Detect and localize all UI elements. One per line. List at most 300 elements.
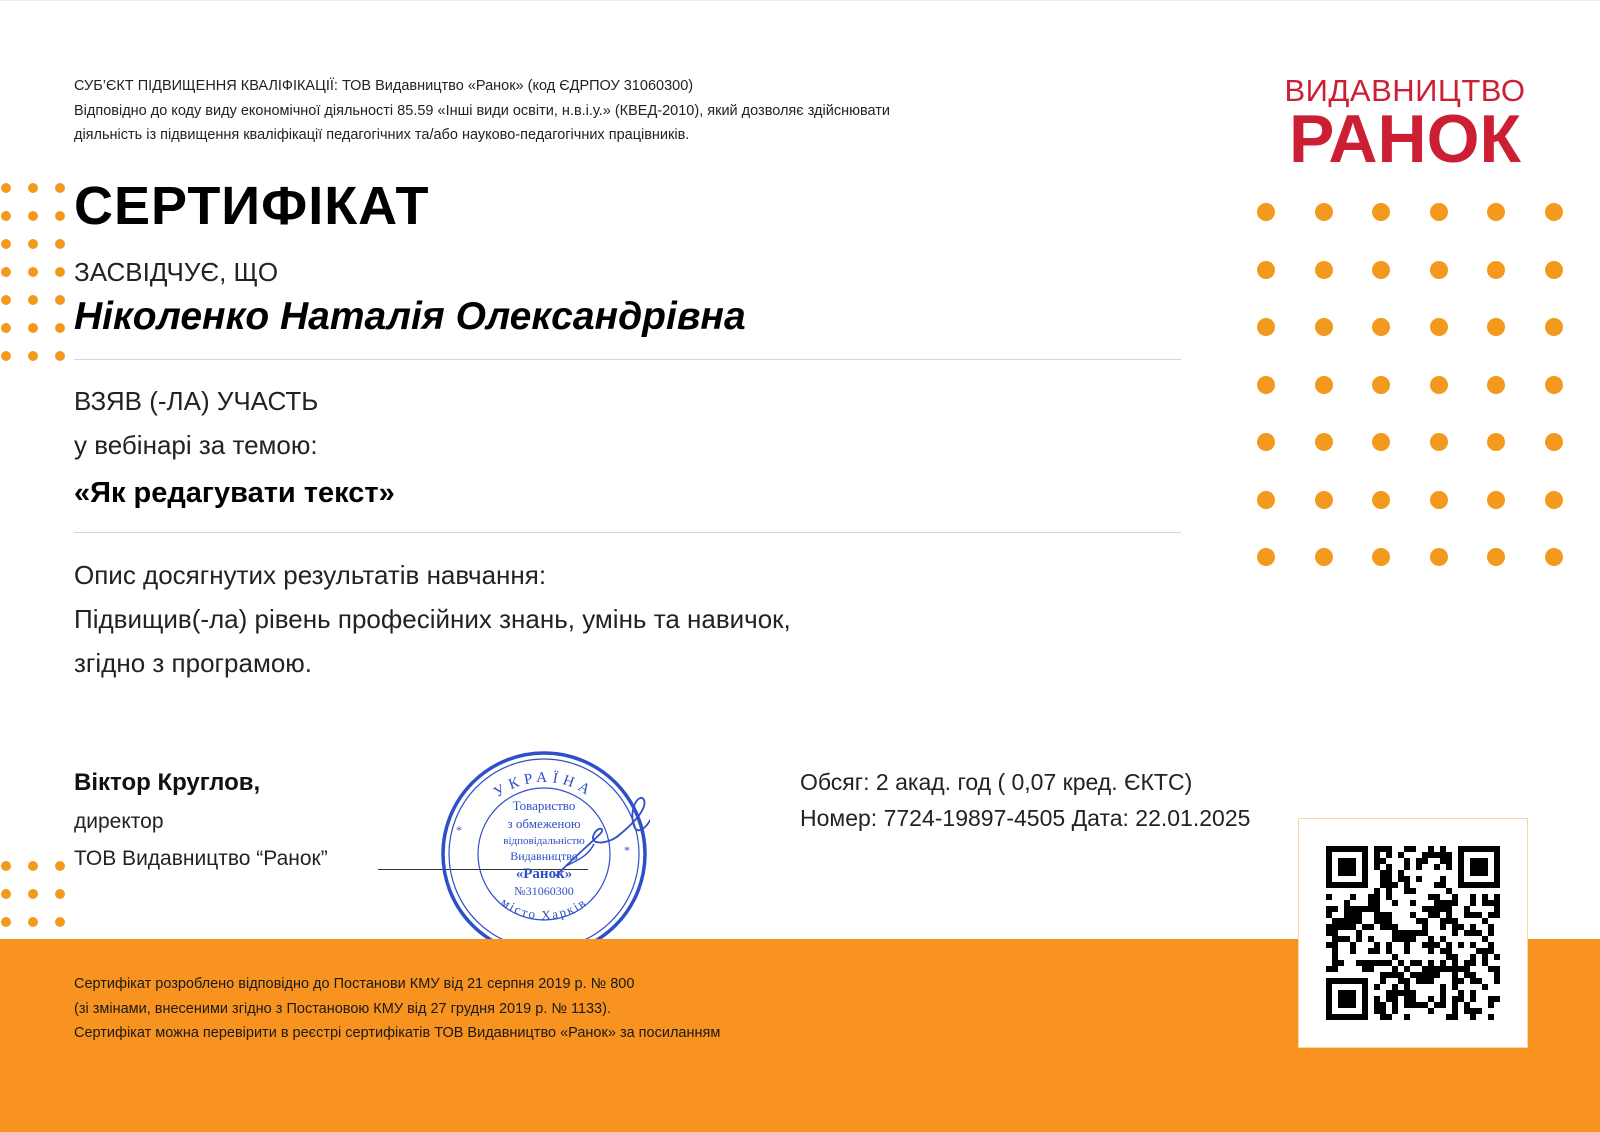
qr-module — [1458, 870, 1464, 876]
decorative-dot — [1430, 318, 1448, 336]
qr-module — [1452, 960, 1458, 966]
qr-module — [1368, 936, 1374, 942]
qr-module — [1416, 978, 1422, 984]
qr-module — [1458, 864, 1464, 870]
qr-module — [1428, 966, 1434, 972]
qr-module — [1386, 846, 1392, 852]
qr-module — [1488, 948, 1494, 954]
qr-module — [1326, 1014, 1332, 1020]
qr-module — [1482, 882, 1488, 888]
qr-module — [1452, 1008, 1458, 1014]
qr-module — [1326, 912, 1332, 918]
qr-module — [1392, 990, 1398, 996]
qr-module — [1404, 936, 1410, 942]
footer-line-1: Сертифікат розроблено відповідно до Постанови КМУ від 21 серпня 2019 р. № 800 — [74, 976, 635, 992]
qr-module — [1488, 924, 1494, 930]
qr-module — [1344, 912, 1350, 918]
decorative-dot — [55, 211, 65, 221]
decorative-dot — [1430, 376, 1448, 394]
qr-module — [1494, 894, 1500, 900]
decorative-dot — [1487, 261, 1505, 279]
qr-module — [1368, 894, 1374, 900]
qr-module — [1362, 996, 1368, 1002]
qr-module — [1476, 870, 1482, 876]
svg-text:УКРАЇНА — [491, 769, 597, 800]
qr-module — [1374, 864, 1380, 870]
qr-module — [1416, 960, 1422, 966]
stamp-icon — [438, 748, 650, 960]
qr-module — [1380, 876, 1386, 882]
decorative-dot — [28, 351, 38, 361]
qr-module — [1494, 864, 1500, 870]
qr-module — [1350, 990, 1356, 996]
qr-module — [1362, 984, 1368, 990]
qr-module — [1344, 882, 1350, 888]
qr-module — [1386, 960, 1392, 966]
qr-module — [1428, 948, 1434, 954]
qr-module — [1428, 960, 1434, 966]
qr-module — [1434, 972, 1440, 978]
qr-module — [1344, 864, 1350, 870]
qr-module — [1410, 846, 1416, 852]
decorative-dot — [1, 351, 11, 361]
qr-module — [1386, 852, 1392, 858]
decorative-dot — [1430, 548, 1448, 566]
qr-module — [1488, 900, 1494, 906]
qr-module — [1404, 858, 1410, 864]
qr-module — [1446, 918, 1452, 924]
qr-module — [1482, 984, 1488, 990]
qr-module — [1494, 912, 1500, 918]
qr-module — [1338, 858, 1344, 864]
qr-module — [1428, 972, 1434, 978]
qr-module — [1464, 1002, 1470, 1008]
publisher-logo — [1280, 73, 1530, 177]
logo-line-1: ВИДАВНИЦТВО — [1284, 73, 1526, 108]
qr-module — [1464, 966, 1470, 972]
decorative-dot — [55, 295, 65, 305]
qr-module — [1404, 978, 1410, 984]
decorative-dot — [1372, 376, 1390, 394]
qr-module — [1488, 1014, 1494, 1020]
qr-module — [1350, 870, 1356, 876]
qr-module — [1350, 948, 1356, 954]
qr-module — [1446, 858, 1452, 864]
qr-module — [1386, 990, 1392, 996]
qr-module — [1326, 906, 1332, 912]
qr-module — [1326, 1008, 1332, 1014]
qr-module — [1338, 924, 1344, 930]
qr-module — [1458, 996, 1464, 1002]
qr-module — [1416, 858, 1422, 864]
qr-module — [1404, 966, 1410, 972]
qr-module — [1422, 930, 1428, 936]
qr-module — [1326, 966, 1332, 972]
qr-module — [1410, 912, 1416, 918]
qr-module — [1494, 954, 1500, 960]
qr-module — [1392, 882, 1398, 888]
qr-module — [1344, 918, 1350, 924]
qr-module — [1458, 882, 1464, 888]
qr-module — [1482, 894, 1488, 900]
qr-module — [1434, 1002, 1440, 1008]
qr-module — [1344, 924, 1350, 930]
qr-module — [1356, 930, 1362, 936]
qr-module — [1494, 858, 1500, 864]
qr-module — [1386, 864, 1392, 870]
qr-module — [1476, 978, 1482, 984]
decorative-dot — [1, 183, 11, 193]
qr-module — [1386, 948, 1392, 954]
qr-module — [1446, 888, 1452, 894]
qr-module — [1494, 900, 1500, 906]
qr-module — [1362, 882, 1368, 888]
qr-module — [1470, 942, 1476, 948]
decorative-dot — [1487, 433, 1505, 451]
qr-module — [1344, 906, 1350, 912]
qr-module — [1350, 978, 1356, 984]
qr-module — [1440, 996, 1446, 1002]
qr-module — [1452, 924, 1458, 930]
results-line-2: згідно з програмою. — [74, 648, 312, 678]
qr-module — [1356, 1014, 1362, 1020]
qr-module — [1338, 936, 1344, 942]
qr-module — [1380, 858, 1386, 864]
qr-module — [1452, 984, 1458, 990]
qr-module — [1338, 960, 1344, 966]
qr-module — [1350, 1014, 1356, 1020]
decorative-dot — [1487, 376, 1505, 394]
qr-module — [1404, 984, 1410, 990]
qr-module — [1362, 924, 1368, 930]
qr-module — [1452, 972, 1458, 978]
qr-module — [1350, 918, 1356, 924]
decorative-dot — [1315, 491, 1333, 509]
qr-module — [1440, 906, 1446, 912]
qr-module — [1368, 948, 1374, 954]
decorative-dot — [1545, 261, 1563, 279]
qr-module — [1482, 870, 1488, 876]
qr-module — [1458, 858, 1464, 864]
qr-module — [1482, 918, 1488, 924]
qr-code-frame[interactable] — [1298, 818, 1528, 1048]
qr-module — [1326, 1002, 1332, 1008]
decorative-dot — [1257, 376, 1275, 394]
qr-module — [1374, 1008, 1380, 1014]
qr-module — [1338, 864, 1344, 870]
qr-module — [1440, 936, 1446, 942]
qr-module — [1374, 852, 1380, 858]
qr-module — [1392, 1002, 1398, 1008]
qr-module — [1386, 888, 1392, 894]
decorative-dot — [1315, 318, 1333, 336]
qr-module — [1344, 996, 1350, 1002]
qr-code-icon[interactable] — [1326, 846, 1500, 1020]
qr-module — [1410, 960, 1416, 966]
decorative-dot — [1372, 491, 1390, 509]
qr-module — [1332, 1014, 1338, 1020]
decorative-dot — [55, 351, 65, 361]
qr-module — [1434, 942, 1440, 948]
qr-module — [1398, 852, 1404, 858]
qr-module — [1410, 930, 1416, 936]
certificate-number-date: Номер: 7724-19897-4505 Дата: 22.01.2025 — [800, 805, 1251, 831]
qr-module — [1326, 942, 1332, 948]
footer-line-2: (зі змінами, внесеними згідно з Постановою КМУ від 27 грудня 2019 р. № 1133). — [74, 1000, 611, 1017]
issuer-header — [74, 74, 1014, 148]
qr-module — [1356, 882, 1362, 888]
qr-module — [1470, 954, 1476, 960]
qr-module — [1422, 966, 1428, 972]
webinar-topic: «Як редагувати текст» — [74, 477, 395, 509]
qr-module — [1404, 942, 1410, 948]
decorative-dot — [1545, 376, 1563, 394]
qr-module — [1374, 888, 1380, 894]
qr-module — [1446, 948, 1452, 954]
decorative-dot — [1315, 548, 1333, 566]
qr-module — [1380, 1002, 1386, 1008]
qr-module — [1374, 846, 1380, 852]
qr-module — [1374, 960, 1380, 966]
qr-module — [1350, 924, 1356, 930]
qr-module — [1356, 906, 1362, 912]
qr-module — [1404, 882, 1410, 888]
certifies-label: ЗАСВІДЧУЄ, ЩО — [74, 257, 279, 287]
qr-module — [1410, 900, 1416, 906]
decorative-dot — [1545, 318, 1563, 336]
qr-module — [1452, 996, 1458, 1002]
decorative-dot — [55, 239, 65, 249]
qr-module — [1356, 846, 1362, 852]
qr-module — [1494, 966, 1500, 972]
qr-module — [1374, 912, 1380, 918]
decorative-dot — [1430, 261, 1448, 279]
issuer-line-1: СУБ’ЄКТ ПІДВИЩЕННЯ КВАЛІФІКАЦІЇ: ТОВ Видавництво «Ранок» (код ЄДРПОУ 31060300) — [74, 78, 694, 94]
qr-module — [1494, 846, 1500, 852]
qr-module — [1362, 858, 1368, 864]
qr-module — [1398, 870, 1404, 876]
qr-module — [1446, 900, 1452, 906]
qr-module — [1428, 846, 1434, 852]
qr-module — [1452, 930, 1458, 936]
qr-module — [1356, 918, 1362, 924]
seal-star-right: * — [624, 843, 630, 857]
qr-module — [1332, 966, 1338, 972]
qr-module — [1350, 996, 1356, 1002]
divider — [74, 532, 1181, 533]
qr-module — [1332, 918, 1338, 924]
results-line-1: Підвищив(-ла) рівень професійних знань, умінь та навичок, — [74, 604, 791, 634]
qr-module — [1332, 978, 1338, 984]
decorative-dot — [1487, 203, 1505, 221]
qr-module — [1446, 1014, 1452, 1020]
qr-module — [1380, 882, 1386, 888]
qr-module — [1326, 930, 1332, 936]
qr-module — [1416, 864, 1422, 870]
decorative-dot — [55, 917, 65, 927]
qr-module — [1434, 882, 1440, 888]
decorative-dot — [1257, 548, 1275, 566]
qr-module — [1362, 1008, 1368, 1014]
decorative-dot — [1257, 261, 1275, 279]
qr-module — [1332, 942, 1338, 948]
qr-module — [1368, 924, 1374, 930]
decorative-dot — [28, 889, 38, 899]
certificate-title: СЕРТИФІКАТ — [74, 176, 430, 236]
qr-module — [1464, 906, 1470, 912]
decorative-dot — [1257, 491, 1275, 509]
qr-module — [1392, 936, 1398, 942]
decorative-dot — [1372, 433, 1390, 451]
qr-module — [1464, 1008, 1470, 1014]
qr-module — [1380, 960, 1386, 966]
decorative-dot — [1545, 433, 1563, 451]
decorative-dot — [28, 295, 38, 305]
qr-module — [1422, 924, 1428, 930]
qr-module — [1446, 942, 1452, 948]
qr-module — [1374, 918, 1380, 924]
qr-module — [1440, 966, 1446, 972]
qr-module — [1332, 906, 1338, 912]
qr-module — [1368, 960, 1374, 966]
qr-module — [1380, 912, 1386, 918]
qr-module — [1350, 1002, 1356, 1008]
qr-module — [1482, 960, 1488, 966]
decorative-dot — [1, 889, 11, 899]
qr-module — [1362, 966, 1368, 972]
qr-module — [1386, 972, 1392, 978]
decorative-dot — [1, 323, 11, 333]
qr-module — [1416, 972, 1422, 978]
qr-module — [1392, 930, 1398, 936]
qr-module — [1344, 1002, 1350, 1008]
signer-name: Віктор Круглов, — [74, 769, 261, 796]
recipient-name: Ніколенко Наталія Олександрівна — [74, 295, 746, 338]
qr-module — [1404, 930, 1410, 936]
qr-module — [1380, 924, 1386, 930]
qr-module — [1452, 894, 1458, 900]
qr-module — [1446, 966, 1452, 972]
qr-module — [1386, 870, 1392, 876]
qr-module — [1422, 978, 1428, 984]
qr-module — [1488, 882, 1494, 888]
qr-module — [1488, 942, 1494, 948]
qr-module — [1386, 912, 1392, 918]
qr-module — [1428, 852, 1434, 858]
qr-module — [1398, 978, 1404, 984]
decorative-dot — [1430, 203, 1448, 221]
qr-module — [1470, 972, 1476, 978]
qr-module — [1392, 1008, 1398, 1014]
qr-module — [1416, 1002, 1422, 1008]
decorative-dot — [1315, 203, 1333, 221]
seal-top-text: УКРАЇНА — [491, 770, 597, 801]
qr-module — [1332, 924, 1338, 930]
qr-module — [1398, 960, 1404, 966]
qr-module — [1338, 1002, 1344, 1008]
qr-module — [1344, 858, 1350, 864]
qr-module — [1410, 996, 1416, 1002]
qr-module — [1362, 978, 1368, 984]
learning-results — [74, 553, 791, 685]
qr-module — [1374, 900, 1380, 906]
decorative-dot — [28, 239, 38, 249]
qr-module — [1488, 1002, 1494, 1008]
qr-module — [1332, 882, 1338, 888]
logo-line-2: РАНОК — [1289, 101, 1521, 177]
decorative-dot — [1545, 203, 1563, 221]
qr-module — [1344, 1014, 1350, 1020]
qr-module — [1338, 978, 1344, 984]
qr-module — [1380, 846, 1386, 852]
qr-module — [1338, 1014, 1344, 1020]
qr-module — [1392, 996, 1398, 1002]
qr-module — [1344, 846, 1350, 852]
qr-module — [1404, 996, 1410, 1002]
qr-module — [1458, 942, 1464, 948]
qr-module — [1362, 846, 1368, 852]
decorative-dot — [1257, 433, 1275, 451]
footer-line-3: Сертифікат можна перевірити в реєстрі сертифікатів ТОВ Видавництво «Ранок» за посиланням — [74, 1025, 721, 1041]
qr-module — [1362, 852, 1368, 858]
qr-module — [1386, 876, 1392, 882]
decorative-dot — [1, 211, 11, 221]
qr-module — [1338, 846, 1344, 852]
qr-module — [1440, 918, 1446, 924]
qr-module — [1428, 942, 1434, 948]
qr-module — [1398, 876, 1404, 882]
qr-module — [1446, 954, 1452, 960]
qr-module — [1452, 978, 1458, 984]
qr-module — [1386, 894, 1392, 900]
qr-module — [1494, 882, 1500, 888]
decorative-dot — [1372, 203, 1390, 221]
qr-module — [1422, 972, 1428, 978]
qr-module — [1470, 990, 1476, 996]
qr-module — [1458, 846, 1464, 852]
decorative-dot — [1430, 433, 1448, 451]
qr-module — [1350, 942, 1356, 948]
qr-module — [1326, 894, 1332, 900]
qr-module — [1332, 846, 1338, 852]
qr-module — [1356, 936, 1362, 942]
issuer-line-3: діяльність із підвищення кваліфікації педагогічних та/або науково-педагогічних працівників. — [74, 127, 690, 143]
qr-module — [1362, 870, 1368, 876]
qr-module — [1350, 882, 1356, 888]
results-heading: Опис досягнутих результатів навчання: — [74, 560, 547, 590]
qr-module — [1344, 990, 1350, 996]
qr-module — [1380, 918, 1386, 924]
qr-module — [1338, 990, 1344, 996]
qr-module — [1434, 966, 1440, 972]
qr-module — [1482, 948, 1488, 954]
qr-module — [1446, 906, 1452, 912]
decorative-dot — [55, 323, 65, 333]
seal-star-left: * — [456, 823, 462, 837]
qr-module — [1464, 846, 1470, 852]
qr-module — [1368, 906, 1374, 912]
qr-module — [1470, 864, 1476, 870]
qr-module — [1434, 900, 1440, 906]
decorative-dot — [28, 861, 38, 871]
qr-module — [1380, 1014, 1386, 1020]
qr-module — [1392, 900, 1398, 906]
qr-module — [1476, 882, 1482, 888]
qr-module — [1374, 996, 1380, 1002]
seal-bottom-text: місто Харків — [498, 894, 590, 923]
qr-module — [1398, 936, 1404, 942]
qr-module — [1326, 870, 1332, 876]
